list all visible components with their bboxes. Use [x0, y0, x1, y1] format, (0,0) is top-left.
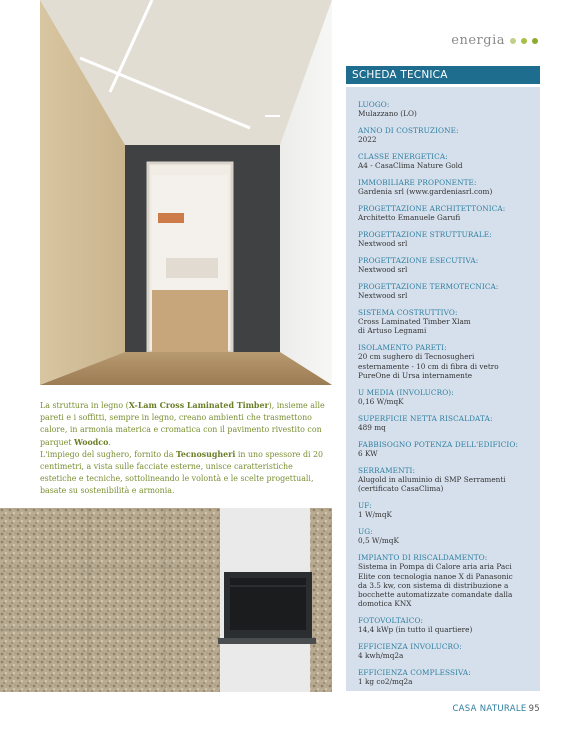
spec-value: 20 cm sughero di Tecnosugheri: [358, 352, 475, 362]
spec-label: ANNO DI COSTRUZIONE:: [358, 125, 459, 135]
spec-field: [358, 100, 536, 119]
decorative-dot-icon: [510, 38, 516, 44]
spec-label: PROGETTAZIONE ESECUTIVA:: [358, 255, 479, 265]
spec-value: Nextwood srl: [358, 265, 408, 275]
spec-label: FOTOVOLTAICO:: [358, 616, 424, 626]
spec-label: LUOGO:: [358, 100, 390, 109]
spec-field: [358, 466, 536, 494]
decorative-dot-icon: [532, 38, 538, 44]
spec-field: [358, 414, 536, 433]
spec-label: ISOLAMENTO PARETI:: [358, 343, 447, 353]
spec-field: [358, 343, 536, 380]
spec-value: Alugold in alluminio di SMP Serramenti: [358, 474, 506, 484]
spec-field: [358, 308, 536, 336]
section-label: energia: [451, 33, 505, 48]
spec-value: Architetto Emanuele Garufi: [358, 213, 461, 223]
spec-field: [358, 616, 536, 635]
spec-label: EFFICIENZA COMPLESSIVA:: [358, 668, 471, 678]
spec-label: SISTEMA COSTRUTTIVO:: [358, 307, 458, 317]
spec-value: Mulazzano (LO): [358, 109, 417, 119]
spec-value: 489 mq: [358, 423, 386, 433]
spec-value: (certificato CasaClima): [358, 484, 444, 494]
spec-value: A4 - CasaClima Nature Gold: [358, 161, 463, 171]
interior-illustration: [40, 0, 332, 385]
spec-label: EFFICIENZA INVOLUCRO:: [358, 642, 462, 652]
spec-value: domotica KNX: [358, 599, 412, 609]
spec-label: IMMOBILIARE PROPONENTE:: [358, 177, 477, 187]
spec-field: [358, 501, 536, 520]
spec-value: 1 W/mqK: [358, 510, 392, 520]
spec-label: UF:: [358, 500, 372, 510]
spec-field: [358, 668, 536, 687]
spec-field: [358, 642, 536, 661]
spec-label: SUPERFICIE NETTA RISCALDATA:: [358, 413, 493, 423]
spec-field: [358, 282, 536, 301]
spec-field: [358, 440, 536, 459]
spec-value: 6 KW: [358, 449, 378, 458]
spec-value: 2022: [358, 135, 377, 145]
spec-value: 4 kwh/mq2a: [358, 651, 404, 661]
caption-paragraph-1: La struttura in legno (X-Lam Cross Laminated Timber), insieme alle pareti e i soffitti, sempre in legno, creano ambienti che trasmettono calore, in armonia materica e cromatica con il pavimento rivestito con parquet Woodco.: [40, 401, 325, 447]
technical-sheet-fields: [358, 100, 536, 694]
spec-field: [358, 204, 536, 223]
decorative-dot-icon: [521, 38, 527, 44]
photo-caption: [40, 400, 326, 498]
page-footer: [452, 704, 540, 714]
page-number: 95: [528, 704, 540, 714]
caption-paragraph-2: L'impiego del sughero, fornito da Tecnosugheri in uno spessore di 20 centimetri, a vista sulle facciate esterne, unisce caratteristiche estetiche e tecniche, sottolineando le volontà e le scelte progettuali, basate su sostenibilità e armonia.: [40, 449, 324, 496]
spec-label: CLASSE ENERGETICA:: [358, 151, 448, 161]
spec-field: [358, 230, 536, 249]
spec-label: UG:: [358, 526, 373, 536]
spec-value: Sistema in Pompa di Calore aria aria Paci: [358, 562, 512, 572]
spec-value: di Artuso Legnami: [358, 326, 427, 336]
spec-label: FABBISOGNO POTENZA DELL'EDIFICIO:: [358, 439, 519, 449]
facade-illustration: [0, 508, 332, 692]
spec-label: SERRAMENTI:: [358, 465, 416, 475]
spec-value: 14,4 kWp (in tutto il quartiere): [358, 625, 473, 635]
spec-value: 1 kg co2/mq2a: [358, 677, 413, 687]
spec-value: bocchette automatizzate comandate dalla: [358, 590, 513, 600]
spec-field: [358, 527, 536, 546]
spec-label: PROGETTAZIONE TERMOTECNICA:: [358, 281, 499, 291]
spec-label: PROGETTAZIONE STRUTTURALE:: [358, 229, 492, 239]
spec-label: U MEDIA (INVOLUCRO):: [358, 387, 454, 397]
spec-field: [358, 553, 536, 609]
spec-field: [358, 152, 536, 171]
panel-title: SCHEDA TECNICA: [346, 66, 540, 84]
section-tag: [451, 33, 538, 48]
facade-photo: [0, 508, 332, 692]
spec-value: Elite con tecnologia nanoe X di Panasonic: [358, 571, 513, 581]
spec-value: Nextwood srl: [358, 239, 408, 249]
spec-value: esternamente - 10 cm di fibra di vetro: [358, 361, 499, 371]
spec-field: [358, 388, 536, 407]
spec-value: 0,5 W/mqK: [358, 536, 399, 546]
spec-value: Nextwood srl: [358, 291, 408, 301]
spec-field: [358, 178, 536, 197]
spec-field: [358, 126, 536, 145]
spec-field: [358, 256, 536, 275]
spec-value: Gardenia srl (www.gardeniasrl.com): [358, 187, 493, 197]
interior-photo: [40, 0, 332, 385]
spec-label: PROGETTAZIONE ARCHITETTONICA:: [358, 203, 506, 213]
magazine-name: CASA NATURALE: [452, 704, 527, 714]
spec-label: IMPIANTO DI RISCALDAMENTO:: [358, 552, 488, 562]
spec-value: da 3.5 kw, con sistema di distribuzione a: [358, 580, 509, 590]
spec-value: PureOne di Ursa internamente: [358, 371, 473, 381]
spec-value: 0,16 W/mqK: [358, 397, 404, 407]
spec-value: Cross Laminated Timber Xlam: [358, 317, 471, 327]
